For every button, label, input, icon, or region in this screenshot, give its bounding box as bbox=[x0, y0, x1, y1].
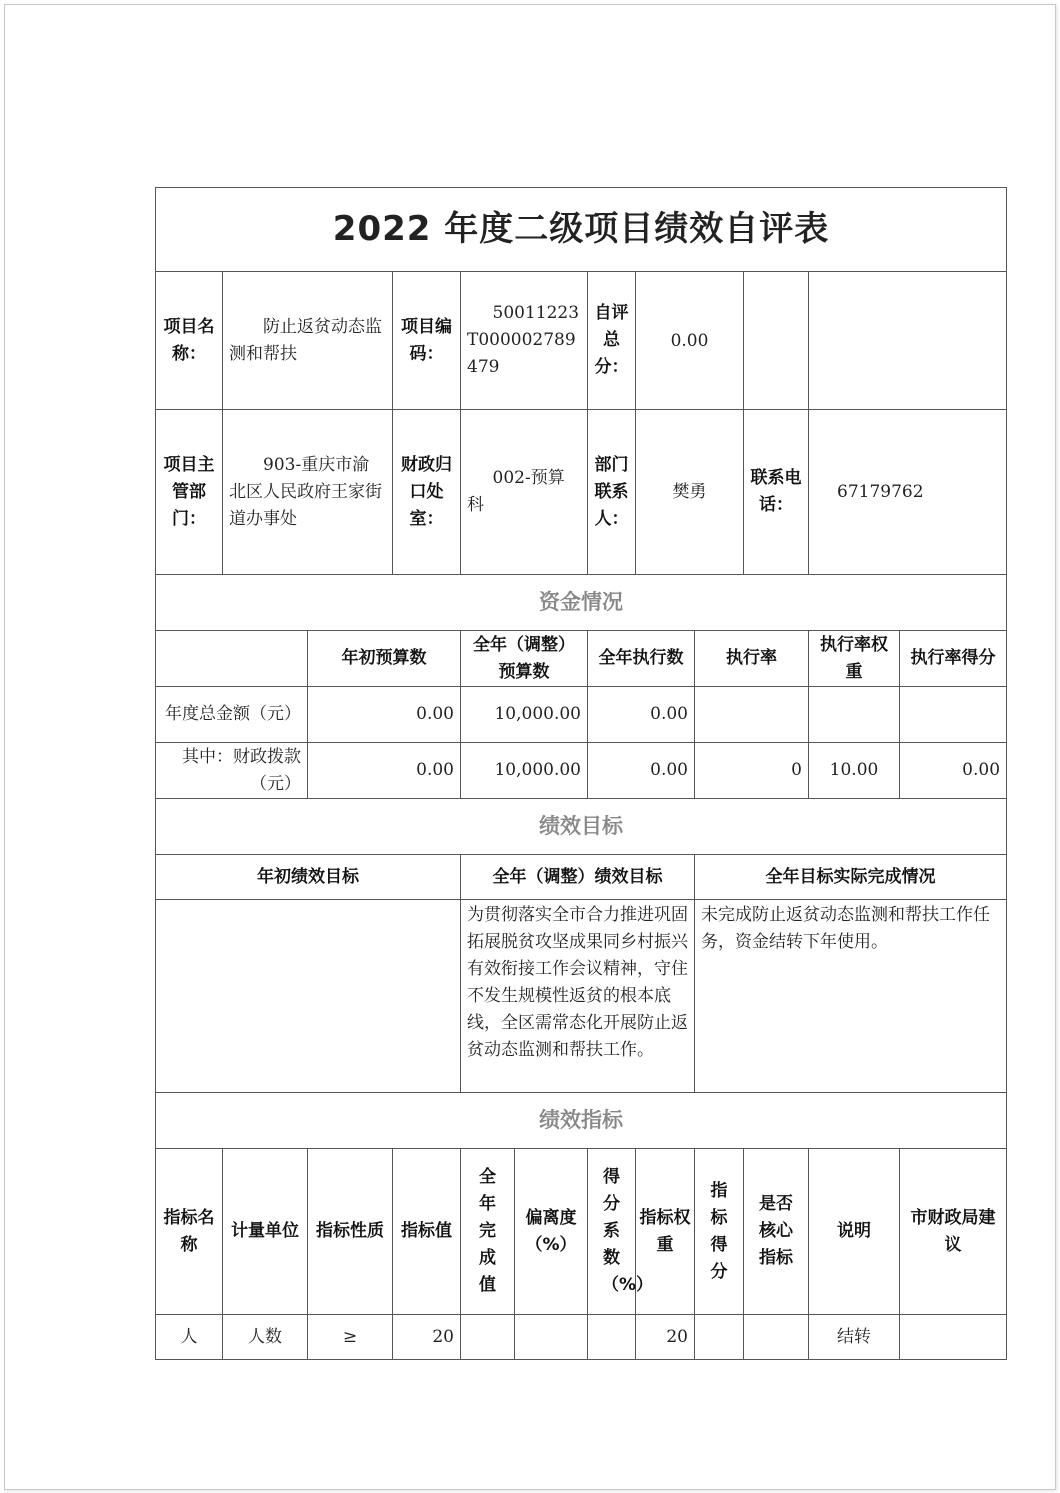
ind-nature: ≥ bbox=[308, 1315, 393, 1360]
self-score-label: 自评总分： bbox=[588, 272, 636, 410]
ind-header-value: 指标值 bbox=[393, 1149, 461, 1315]
funds-score bbox=[900, 687, 1007, 743]
project-name: 防止返贫动态监测和帮扶 bbox=[223, 272, 393, 410]
funds-weight bbox=[809, 687, 900, 743]
project-code: 50011223T000002789479 bbox=[461, 272, 588, 410]
goals-header-adjusted: 全年（调整）绩效目标 bbox=[461, 855, 695, 900]
dept-label: 项目主管部门： bbox=[156, 410, 223, 575]
indicator-row bbox=[156, 1315, 1007, 1360]
ind-note: 结转 bbox=[809, 1315, 900, 1360]
funds-section-title: 资金情况 bbox=[156, 575, 1007, 631]
project-code-label: 项目编码： bbox=[393, 272, 461, 410]
funds-header-weight: 执行率权重 bbox=[809, 631, 900, 687]
ind-deviation bbox=[515, 1315, 588, 1360]
phone-label: 联系电话： bbox=[744, 410, 809, 575]
empty-cell bbox=[744, 272, 809, 410]
ind-header-score: 指标得分 bbox=[695, 1149, 744, 1315]
funds-initial: 0.00 bbox=[308, 687, 461, 743]
funds-header-score: 执行率得分 bbox=[900, 631, 1007, 687]
funds-initial: 0.00 bbox=[308, 743, 461, 799]
ind-header-deviation: 偏离度（%） bbox=[515, 1149, 588, 1315]
goals-header-initial: 年初绩效目标 bbox=[156, 855, 461, 900]
funds-executed: 0.00 bbox=[588, 743, 695, 799]
funds-row bbox=[156, 743, 1007, 799]
funds-score: 0.00 bbox=[900, 743, 1007, 799]
self-evaluation-form bbox=[155, 187, 1007, 1360]
funds-rate: 0 bbox=[695, 743, 809, 799]
project-name-label: 项目名称： bbox=[156, 272, 223, 410]
funds-row-label: 其中：财政拨款（元） bbox=[156, 743, 308, 799]
funds-rate bbox=[695, 687, 809, 743]
ind-header-name: 指标名称 bbox=[156, 1149, 223, 1315]
ind-weight: 20 bbox=[636, 1315, 695, 1360]
goals-actual: 未完成防止返贫动态监测和帮扶工作任务，资金结转下年使用。 bbox=[695, 900, 1007, 1093]
empty-cell bbox=[809, 272, 1007, 410]
office-label: 财政归口处室： bbox=[393, 410, 461, 575]
funds-row bbox=[156, 687, 1007, 743]
goals-section-title: 绩效目标 bbox=[156, 799, 1007, 855]
funds-row-label: 年度总金额（元） bbox=[156, 687, 308, 743]
ind-name: 人 bbox=[156, 1315, 223, 1360]
funds-header-blank bbox=[156, 631, 308, 687]
funds-adjusted: 10,000.00 bbox=[461, 743, 588, 799]
funds-header-initial: 年初预算数 bbox=[308, 631, 461, 687]
ind-header-core: 是否核心指标 bbox=[744, 1149, 809, 1315]
ind-header-advice: 市财政局建议 bbox=[900, 1149, 1007, 1315]
ind-completed bbox=[461, 1315, 515, 1360]
contact-label: 部门联系人： bbox=[588, 410, 636, 575]
ind-coef bbox=[588, 1315, 636, 1360]
funds-header-rate: 执行率 bbox=[695, 631, 809, 687]
contact-value: 樊勇 bbox=[636, 410, 744, 575]
ind-header-nature: 指标性质 bbox=[308, 1149, 393, 1315]
funds-weight: 10.00 bbox=[809, 743, 900, 799]
office-value: 002-预算科 bbox=[461, 410, 588, 575]
phone-value: 67179762 bbox=[809, 410, 1007, 575]
goals-header-actual: 全年目标实际完成情况 bbox=[695, 855, 1007, 900]
ind-score bbox=[695, 1315, 744, 1360]
ind-core bbox=[744, 1315, 809, 1360]
ind-header-unit: 计量单位 bbox=[223, 1149, 308, 1315]
ind-header-weight: 指标权重 bbox=[636, 1149, 695, 1315]
goals-adjusted: 为贯彻落实全市合力推进巩固拓展脱贫攻坚成果同乡村振兴有效衔接工作会议精神，守住不发生规模性返贫的根本底线，全区需常态化开展防止返贫动态监测和帮扶工作。 bbox=[461, 900, 695, 1093]
indicators-section-title: 绩效指标 bbox=[156, 1093, 1007, 1149]
page-title: 2022 年度二级项目绩效自评表 bbox=[156, 188, 1007, 272]
funds-header-executed: 全年执行数 bbox=[588, 631, 695, 687]
funds-header-adjusted: 全年（调整）预算数 bbox=[461, 631, 588, 687]
self-score-value: 0.00 bbox=[636, 272, 744, 410]
funds-executed: 0.00 bbox=[588, 687, 695, 743]
ind-unit: 人数 bbox=[223, 1315, 308, 1360]
ind-header-coef: 得分系数（%） bbox=[588, 1149, 636, 1315]
goals-initial bbox=[156, 900, 461, 1093]
ind-header-note: 说明 bbox=[809, 1149, 900, 1315]
ind-value: 20 bbox=[393, 1315, 461, 1360]
ind-header-completed: 全年完成值 bbox=[461, 1149, 515, 1315]
dept-value: 903-重庆市渝北区人民政府王家街道办事处 bbox=[223, 410, 393, 575]
ind-advice bbox=[900, 1315, 1007, 1360]
funds-adjusted: 10,000.00 bbox=[461, 687, 588, 743]
